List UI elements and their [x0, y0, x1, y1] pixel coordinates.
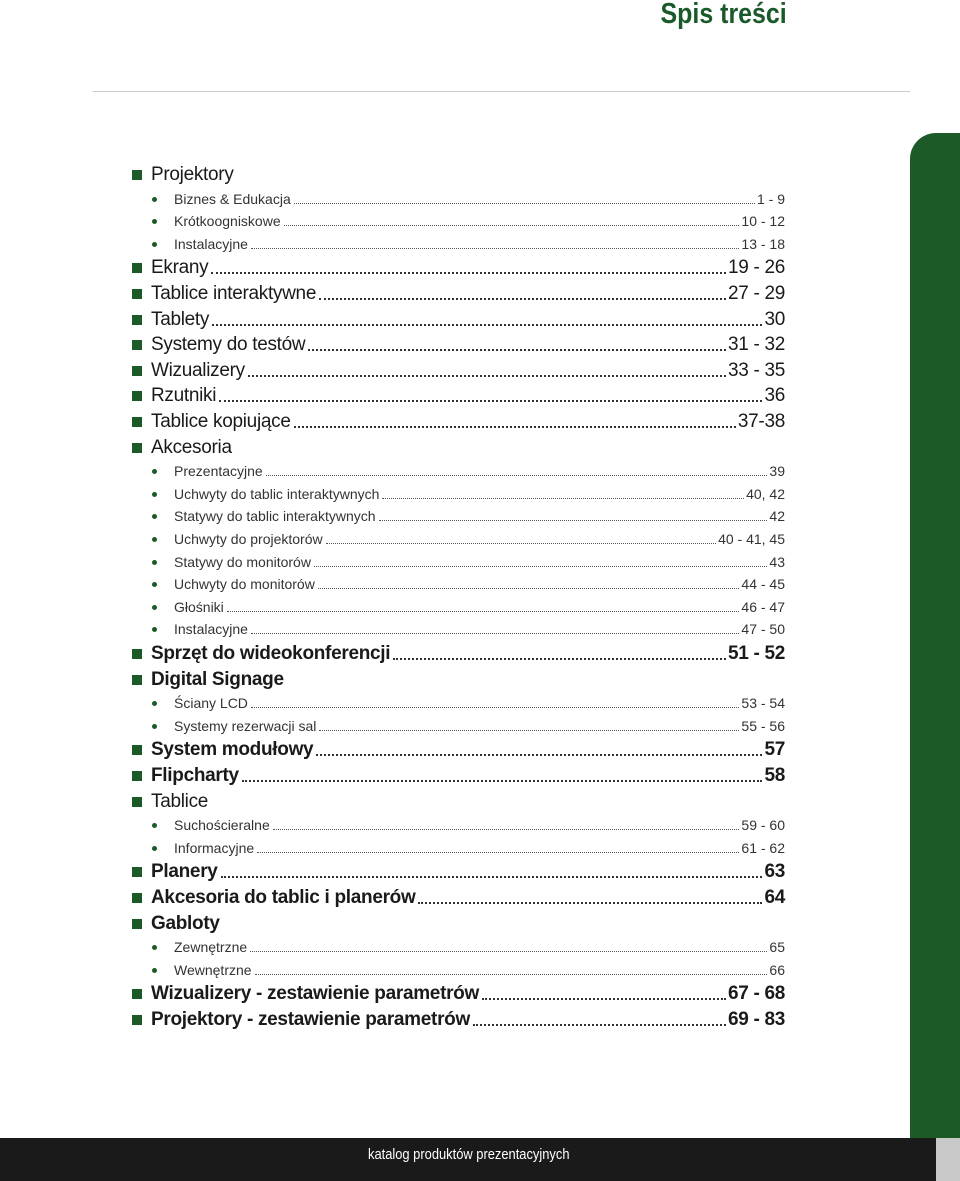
square-bullet-icon	[132, 797, 142, 807]
toc-label: Uchwyty do monitorów	[174, 576, 315, 593]
dot-bullet-icon	[152, 968, 157, 973]
dot-leader	[318, 588, 740, 589]
dot-leader	[212, 324, 762, 326]
dot-bullet-icon	[152, 537, 157, 542]
toc-page-number: 63	[764, 861, 785, 883]
toc-section-item[interactable]	[132, 738, 785, 762]
dot-leader	[473, 1024, 726, 1026]
toc-page-number: 53 - 54	[741, 695, 785, 712]
toc-page-number: 43	[769, 553, 785, 570]
dot-leader	[326, 543, 716, 544]
toc-subsection-item[interactable]	[132, 619, 785, 639]
toc-page-number: 44 - 45	[741, 576, 785, 593]
toc-label: Sprzęt do wideokonferencji	[151, 643, 391, 664]
toc-page-number: 30	[764, 308, 785, 330]
toc-section-item[interactable]	[132, 886, 785, 910]
toc-label: Ściany LCD	[174, 695, 248, 712]
toc-label: Statywy do tablic interaktywnych	[174, 508, 376, 525]
dot-bullet-icon	[152, 945, 157, 950]
dot-leader	[257, 852, 739, 853]
toc-label: Rzutniki	[151, 385, 217, 407]
toc-section-item[interactable]	[132, 912, 785, 936]
toc-page-number: 42	[769, 508, 785, 525]
toc-subsection-item[interactable]	[132, 597, 785, 617]
square-bullet-icon	[132, 1015, 142, 1025]
toc-page-number: 27 - 29	[727, 283, 785, 304]
toc-label: Projektory - zestawienie parametrów	[151, 1009, 470, 1030]
dot-leader	[221, 876, 763, 878]
dot-leader	[294, 426, 736, 428]
dot-leader	[418, 902, 762, 904]
toc-section-item[interactable]	[132, 668, 785, 692]
toc-section-item[interactable]	[132, 436, 785, 460]
dot-leader	[242, 780, 763, 782]
toc-label: Biznes & Edukacja	[174, 190, 291, 207]
square-bullet-icon	[132, 675, 142, 685]
toc-label: Prezentacyjne	[174, 463, 263, 480]
toc-label: Flipcharty	[151, 765, 239, 786]
dot-bullet-icon	[152, 823, 157, 828]
toc-page-number: 65	[769, 939, 785, 956]
square-bullet-icon	[132, 649, 142, 659]
square-bullet-icon	[132, 263, 142, 273]
toc-page-number: 64	[764, 887, 785, 908]
toc-section-item[interactable]	[132, 1008, 785, 1032]
square-bullet-icon	[132, 989, 142, 999]
toc-page-number: 58	[764, 765, 785, 786]
dot-leader	[273, 829, 740, 830]
toc-label: Akcesoria do tablic i planerów	[151, 887, 416, 908]
square-bullet-icon	[132, 366, 142, 376]
toc-subsection-item[interactable]	[132, 461, 785, 481]
toc-page-number: 69 - 83	[727, 1009, 785, 1030]
dot-bullet-icon	[152, 582, 157, 587]
toc-label: Uchwyty do projektorów	[174, 531, 323, 547]
toc-label: Głośniki	[174, 598, 224, 615]
toc-page-number: 10 - 12	[741, 213, 785, 230]
toc-page-number: 55 - 56	[741, 717, 785, 734]
toc-page-number: 31 - 32	[727, 334, 785, 356]
toc-subsection-item[interactable]	[132, 506, 785, 526]
dot-leader	[219, 400, 762, 402]
toc-section-item[interactable]	[132, 333, 785, 357]
dot-leader	[316, 754, 762, 756]
square-bullet-icon	[132, 867, 142, 877]
footer-text: katalog produktów prezentacyjnych	[368, 1146, 570, 1163]
dot-leader	[250, 951, 767, 952]
dot-leader	[211, 272, 726, 274]
toc-page-number: 47 - 50	[741, 621, 785, 638]
dot-leader	[251, 707, 739, 708]
toc-label: Tablice kopiujące	[151, 411, 291, 432]
toc-section-item[interactable]	[132, 410, 785, 434]
toc-page-number: 46 - 47	[741, 598, 785, 615]
dot-bullet-icon	[152, 846, 157, 851]
toc-page-number: 61 - 62	[741, 839, 785, 856]
dot-bullet-icon	[152, 724, 157, 729]
toc-subsection-item[interactable]	[132, 693, 785, 713]
toc-section-item[interactable]	[132, 790, 785, 814]
dot-leader	[393, 658, 726, 660]
square-bullet-icon	[132, 391, 142, 401]
toc-label: Digital Signage	[151, 668, 284, 690]
toc-label: Krótkoogniskowe	[174, 213, 281, 230]
toc-label: Wizualizery - zestawienie parametrów	[151, 983, 479, 1005]
title-divider	[93, 91, 910, 92]
toc-section-item[interactable]	[132, 163, 785, 187]
dot-bullet-icon	[152, 242, 157, 247]
toc-label: Wizualizery	[151, 359, 245, 381]
toc-subsection-item[interactable]	[132, 211, 785, 231]
toc-label: Instalacyjne	[174, 235, 248, 252]
dot-leader	[251, 633, 739, 634]
dot-leader	[294, 203, 755, 204]
toc-page-number: 59 - 60	[741, 817, 785, 834]
dot-leader	[266, 475, 768, 476]
toc-label: Gabloty	[151, 912, 220, 934]
toc-label: Uchwyty do tablic interaktywnych	[174, 485, 380, 502]
toc-label: Wewnętrzne	[174, 961, 252, 978]
toc-label: Informacyjne	[174, 839, 255, 856]
dot-leader	[314, 566, 767, 567]
section-tab-edge	[936, 1138, 960, 1181]
dot-leader	[248, 375, 726, 377]
toc-label: Systemy do testów	[151, 334, 306, 356]
toc-subsection-item[interactable]	[132, 937, 785, 957]
toc-section-item[interactable]	[132, 982, 785, 1006]
toc-section-item[interactable]	[132, 642, 785, 666]
toc-subsection-item[interactable]	[132, 815, 785, 835]
toc-subsection-item[interactable]	[132, 552, 785, 572]
square-bullet-icon	[132, 771, 142, 781]
dot-leader	[227, 611, 740, 612]
dot-leader	[308, 349, 726, 351]
toc-label: Tablice interaktywne	[151, 283, 317, 304]
toc-page-number: 1 - 9	[756, 190, 785, 207]
section-tab	[910, 133, 960, 1138]
square-bullet-icon	[132, 315, 142, 325]
dot-leader	[482, 998, 726, 1000]
dot-bullet-icon	[152, 219, 157, 224]
toc-label: Instalacyjne	[174, 621, 248, 638]
square-bullet-icon	[132, 893, 142, 903]
toc-section-item[interactable]	[132, 256, 785, 280]
toc-page-number: 66	[769, 961, 785, 978]
dot-leader	[379, 520, 768, 521]
toc-page-number: 40 - 41, 45	[718, 531, 785, 547]
dot-leader	[382, 498, 744, 499]
dot-leader	[284, 225, 740, 226]
dot-bullet-icon	[152, 514, 157, 519]
toc-label: Statywy do monitorów	[174, 553, 311, 570]
square-bullet-icon	[132, 745, 142, 755]
toc-section-item[interactable]	[132, 359, 785, 383]
toc-subsection-item[interactable]	[132, 484, 785, 504]
toc-label: Suchościeralne	[174, 817, 270, 834]
toc-page-number: 19 - 26	[727, 257, 785, 279]
dot-bullet-icon	[152, 560, 157, 565]
dot-bullet-icon	[152, 701, 157, 706]
dot-bullet-icon	[152, 197, 157, 202]
toc-page-number: 37-38	[737, 411, 785, 432]
toc-subsection-item[interactable]	[132, 716, 785, 736]
toc-section-item[interactable]	[132, 282, 785, 306]
dot-leader	[251, 248, 739, 249]
square-bullet-icon	[132, 443, 142, 453]
square-bullet-icon	[132, 919, 142, 929]
toc-label: Ekrany	[151, 257, 209, 279]
toc-label: Planery	[151, 861, 218, 883]
toc-label: Projektory	[151, 164, 234, 185]
toc-label: Systemy rezerwacji sal	[174, 717, 317, 734]
toc-page-number: 13 - 18	[741, 235, 785, 252]
square-bullet-icon	[132, 340, 142, 350]
toc-page-number: 33 - 35	[727, 359, 785, 381]
toc-page-number: 36	[764, 385, 785, 407]
toc-section-item[interactable]	[132, 860, 785, 884]
toc-subsection-item[interactable]	[132, 529, 785, 549]
toc-section-item[interactable]	[132, 764, 785, 788]
toc-page-number: 40, 42	[746, 485, 785, 502]
toc-subsection-item[interactable]	[132, 574, 785, 594]
page-title: Spis treści	[660, 0, 787, 30]
dot-bullet-icon	[152, 605, 157, 610]
dot-bullet-icon	[152, 627, 157, 632]
toc-section-item[interactable]	[132, 308, 785, 332]
toc-page-number: 67 - 68	[727, 983, 785, 1005]
toc-page-number: 57	[764, 739, 785, 761]
dot-leader	[319, 730, 739, 731]
toc-subsection-item[interactable]	[132, 960, 785, 980]
dot-bullet-icon	[152, 469, 157, 474]
toc-label: Akcesoria	[151, 436, 232, 458]
dot-bullet-icon	[152, 492, 157, 497]
square-bullet-icon	[132, 417, 142, 427]
toc-subsection-item[interactable]	[132, 838, 785, 858]
dot-leader	[255, 974, 768, 975]
toc-label: Tablety	[151, 308, 210, 330]
toc-subsection-item[interactable]	[132, 234, 785, 254]
toc-section-item[interactable]	[132, 384, 785, 408]
square-bullet-icon	[132, 289, 142, 299]
toc-page-number: 51 - 52	[727, 643, 785, 664]
toc-label: Tablice	[151, 790, 209, 812]
toc-subsection-item[interactable]	[132, 189, 785, 209]
square-bullet-icon	[132, 170, 142, 180]
toc-label: System modułowy	[151, 739, 314, 761]
toc-page-number: 39	[769, 463, 785, 480]
dot-leader	[319, 298, 726, 300]
toc-label: Zewnętrzne	[174, 939, 248, 956]
